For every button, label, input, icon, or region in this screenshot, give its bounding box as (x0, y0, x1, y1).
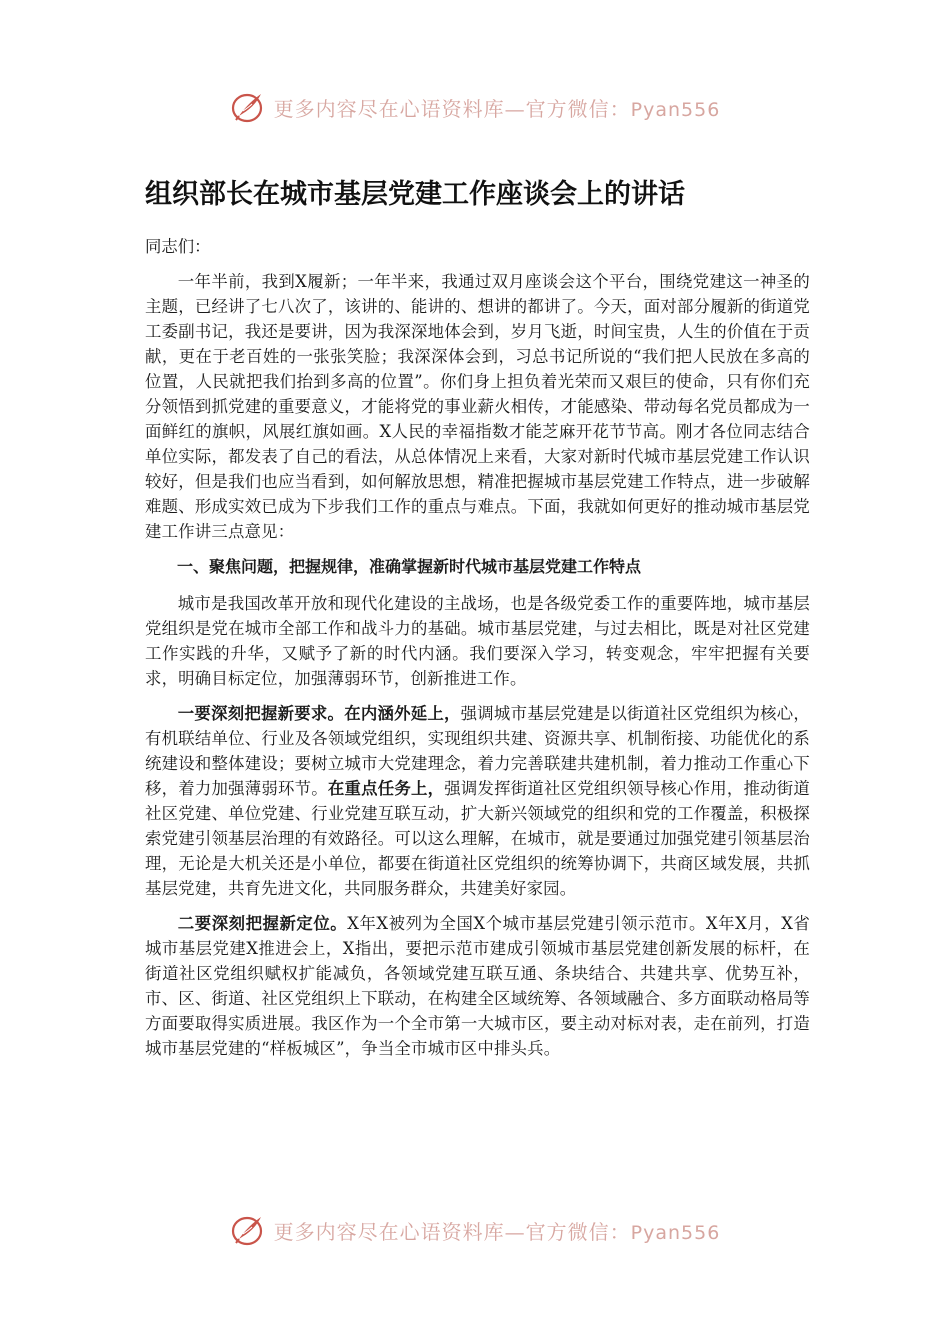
point-2-text: X年X被列为全国X个城市基层党建引领示范市。X年X月，X省城市基层党建X推进会上，X指出，要把示范市建成引领城市基层党建创新发展的标杆，在街道社区党组织赋权扩能减负，各领域党建互联互通、条块结合、共建共享、优势互补，市、区、街道、社区党组织上下联动，在构建全区域统筹、各领域融合、多方面联动格局等方面要取得实质进展。我区作为一个全市第一大城市区，要主动对标对表，走在前列，打造城市基层党建的“样板城区”，争当全市城市区中排头兵。 (145, 914, 811, 1058)
watermark-text: 更多内容尽在心语资料库—官方微信：Pyan556 (273, 96, 721, 121)
section-1-heading: 一、聚焦问题，把握规律，准确掌握新时代城市基层党建工作特点 (177, 557, 642, 576)
point-1-sub-2: 在重点任务上， (327, 779, 445, 798)
watermark-header (0, 85, 950, 129)
point-2-lead: 二要深刻把握新定位。 (177, 914, 348, 933)
salutation: 同志们： (145, 237, 211, 256)
point-1-text-1: 强调城市基层党建是以街道社区党组织为核心，有机联结单位、行业及各领域党组织，实现组织共建、资源共享、机制衔接、功能优化的系统建设和整体建设；要树立城市大党建理念，着力完善联建共建机制，着力推动工作重心下移，着力加强薄弱环节。 (145, 704, 811, 798)
document-title: 组织部长在城市基层党建工作座谈会上的讲话 (145, 179, 685, 210)
watermark-footer (0, 1208, 950, 1252)
point-1-sub-1: 在内涵外延上， (344, 704, 461, 723)
point-1-lead: 一要深刻把握新要求。 (177, 704, 345, 723)
quill-logo-icon (230, 89, 266, 125)
intro-paragraph: 一年半前，我到X履新；一年半来，我通过双月座谈会这个平台，围绕党建这一神圣的主题，已经讲了七八次了，该讲的、能讲的、想讲的都讲了。今天，面对部分履新的街道党工委副书记，我还是要讲，因为我深深地体会到，岁月飞逝，时间宝贵，人生的价值在于贡献，更在于老百姓的一张张笑脸；我深深体会到，习总书记所说的“我们把人民放在多高的位置，人民就把我们抬到多高的位置”。你们身上担负着光荣而又艰巨的使命，只有你们充分领悟到抓党建的重要意义，才能将党的事业薪火相传，才能感染、带动每名党员都成为一面鲜红的旗帜，风展红旗如画。X人民的幸福指数才能芝麻开花节节高。刚才各位同志结合单位实际，都发表了自己的看法，从总体情况上来看，大家对新时代城市基层党建工作认识较好，但是我们也应当看到，如何解放思想，精准把握城市基层党建工作特点，进一步破解难题、形成实效已成为下步我们工作的重点与难点。下面，我就如何更好的推动城市基层党建工作讲三点意见： (145, 272, 810, 541)
point-1-paragraph (145, 701, 810, 901)
watermark-text: 更多内容尽在心语资料库—官方微信：Pyan556 (273, 1219, 721, 1244)
point-1-text-2: 强调发挥街道社区党组织领导核心作用，推动街道社区党建、单位党建、行业党建互联互动，扩大新兴领域党的组织和党的工作覆盖，积极探索党建引领基层治理的有效路径。可以这么理解，在城市，就是要通过加强党建引领基层治理，无论是大机关还是小单位，都要在街道社区党组织的统筹协调下，共商区域发展，共抓基层党建，共育先进文化，共同服务群众，共建美好家园。 (145, 779, 811, 898)
section-1-paragraph: 城市是我国改革开放和现代化建设的主战场，也是各级党委工作的重要阵地，城市基层党组织是党在城市全部工作和战斗力的基础。城市基层党建，与过去相比，既是对社区党建工作实践的升华，又赋予了新的时代内涵。我们要深入学习，转变观念，牢牢把握有关要求，明确目标定位，加强薄弱环节，创新推进工作。 (145, 594, 810, 688)
document-body (145, 172, 810, 1071)
point-2-paragraph (145, 911, 810, 1061)
quill-logo-icon (230, 1212, 266, 1248)
